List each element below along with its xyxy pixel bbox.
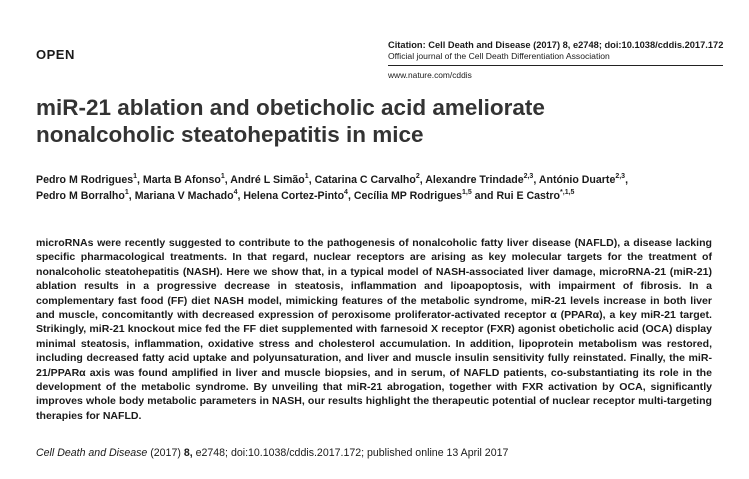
article-title [36,94,716,148]
reference-volume: 8, [183,447,193,459]
author: Marta B Afonso$^1$, [142,173,231,186]
journal-website-link[interactable]: www.nature.com/cddis [388,70,472,80]
author: Alexandre Trindade$^{2,3}$, [425,173,539,186]
author: Cecília MP Rodrigues$^{1,5}$ and [353,189,497,202]
title-line-1: miR-21 ablation and obeticholic acid ameliorate [36,95,545,120]
author: André L Simão$^1$, [230,173,315,186]
reference-journal: Cell Death and Disease [36,447,148,459]
title-line-2: nonalcoholic steatohepatitis in mice [36,122,424,147]
author: Helena Cortez-Pinto$^4$, [243,189,354,202]
author-list [36,172,736,204]
author: Catarina C Carvalho$^2$, [314,173,426,186]
citation-line: Citation: Cell Death and Disease (2017) 8, e2748; doi:10.1038/cddis.2017.172 [388,40,724,50]
author: Mariana V Machado$^4$, [134,189,244,202]
reference-details: e2748; doi:10.1038/cddis.2017.172; published online 13 April 2017 [192,447,509,459]
author: Rui E Castro$^{*,1,5}$ [496,189,575,202]
abstract: microRNAs were recently suggested to contribute to the pathogenesis of nonalcoholic fatty liver disease (NAFLD), a disease lacking specific pharmacological treatments. In that regard, nuclear receptors are arising as key molecular targets for the treatment of nonalcoholic steatohepatitis (NASH). Here we show that, in a typical model of NASH-associated liver damage, microRNA-21 (miR-21) ablation results in a progressive decrease in steatosis, inflammation and lipoapoptosis, with impairment of fibrosis. In a complementary fast food (FF) diet NASH model, mimicking features of the metabolic syndrome, miR-21 levels increase in both liver and muscle, concomitantly with decreased expression of peroxisome proliferator-activated receptor α (PPARα), a key miR-21 target. Strikingly, miR-21 knockout mice fed the FF diet supplemented with farnesoid X receptor (FXR) agonist obeticholic acid (OCA) display minimal steatosis, inflammation, oxidative stress and cholesterol accumulation. In addition, lipoprotein metabolism was restored, including decreased fatty acid uptake and polyunsaturation, and liver and muscle insulin sensitivity fully reinstated. Finally, the miR-21/PPARα axis was found amplified in liver and muscle biopsies, and in serum, of NAFLD patients, co-substantiating its role in the development of the metabolic syndrome. By unveiling that miR-21 abrogation, together with FXR activation by OCA, significantly improves whole body metabolic parameters in NASH, our results highlight the therapeutic potential of nuclear receptor multi-targeting therapies for NAFLD. [36,237,712,422]
author: Pedro M Rodrigues$^1$, [36,173,143,186]
author: António Duarte$^{2,3}$, [538,173,629,186]
reference-line [36,446,508,460]
header-divider [388,65,723,66]
open-access-label: OPEN [36,47,75,62]
reference-year: (2017) [147,447,184,459]
journal-affiliation: Official journal of the Cell Death Differentiation Association [388,51,610,61]
citation-block [388,40,733,80]
author: Pedro M Borralho$^1$, [36,189,135,202]
